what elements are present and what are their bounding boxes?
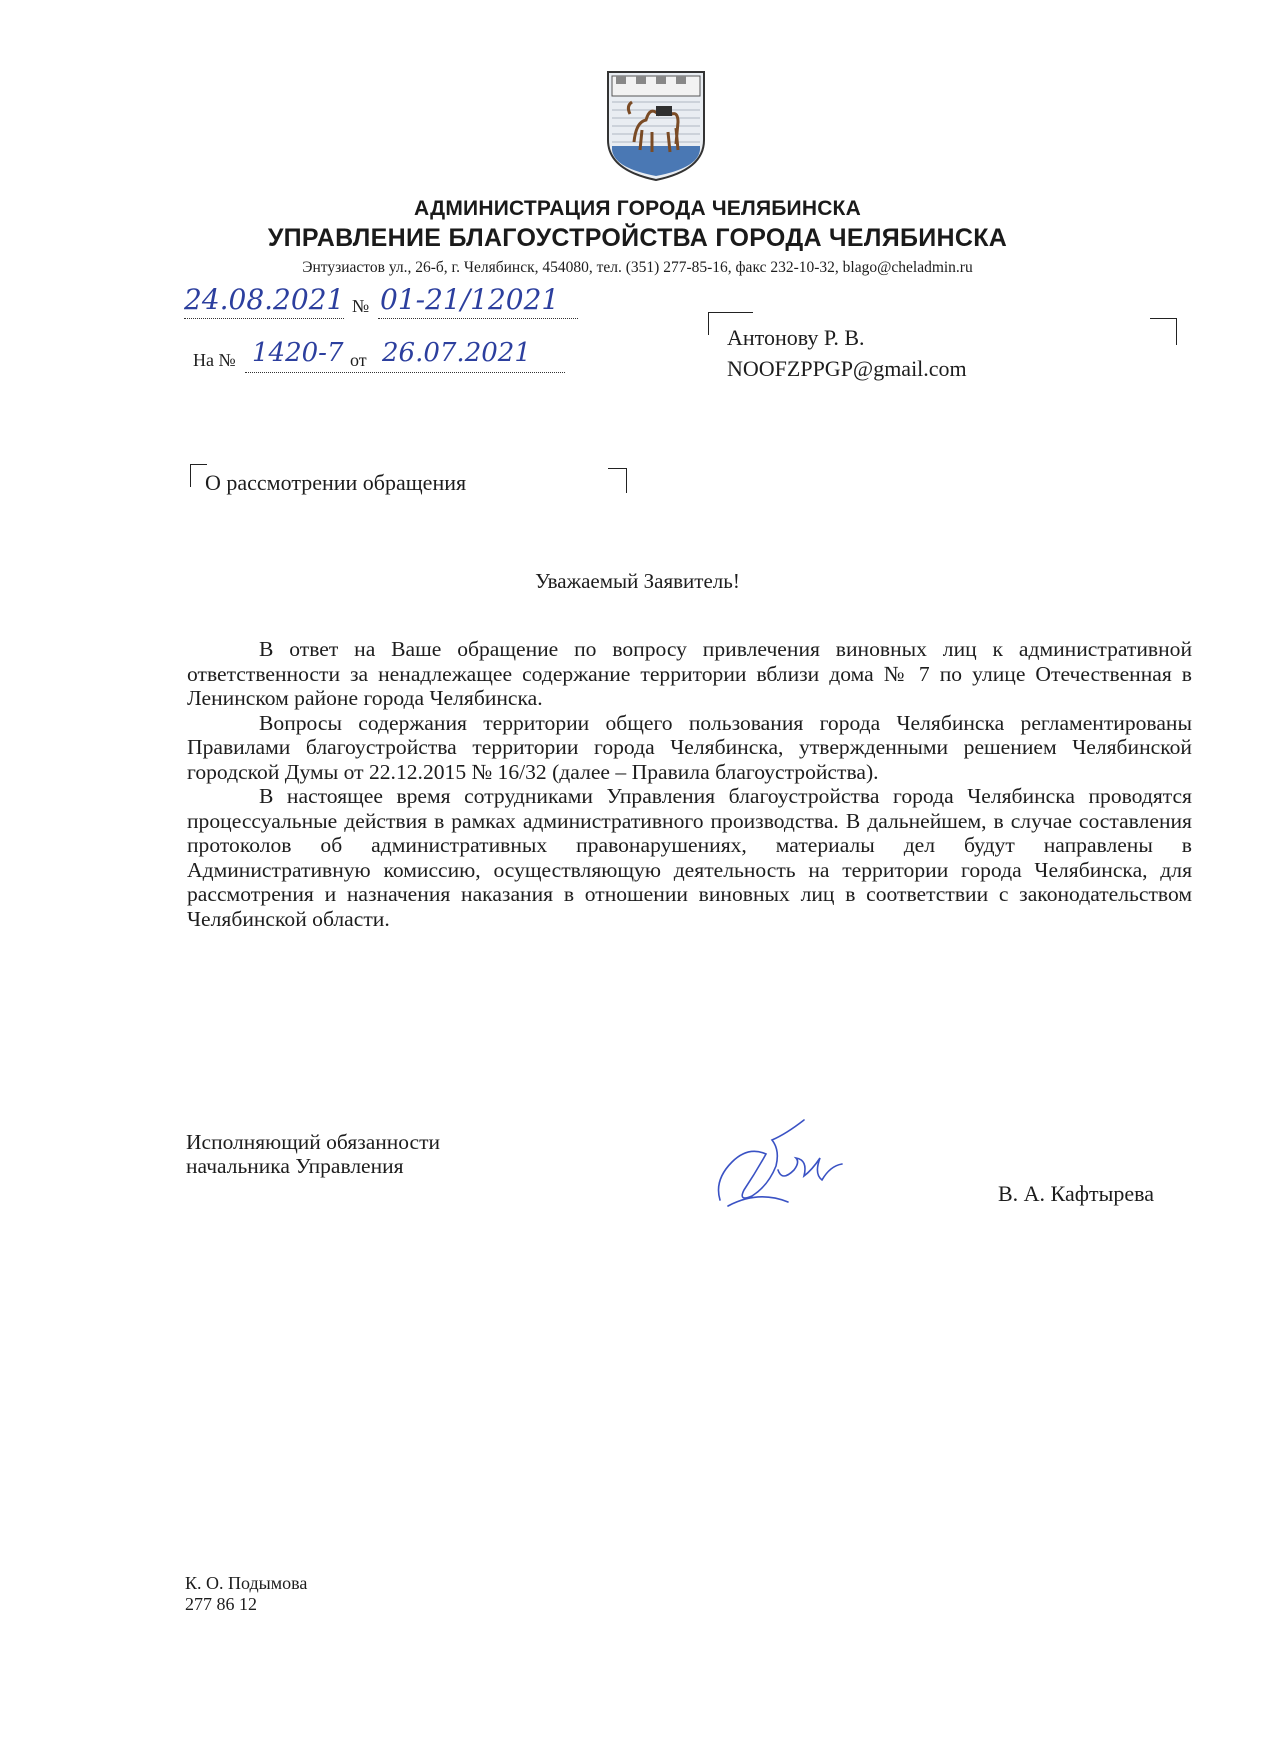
signatory-title: [186, 1130, 440, 1178]
letter-body: [187, 637, 1192, 931]
letter-subject: О рассмотрении обращения: [205, 470, 467, 495]
signatory-title-line-1: Исполняющий обязанности: [186, 1130, 440, 1154]
recipient-corner-right: [1150, 318, 1177, 345]
department-name: УПРАВЛЕНИЕ БЛАГОУСТРОЙСТВА ГОРОДА ЧЕЛЯБИНСКА: [267, 224, 1008, 252]
body-paragraph-1: В ответ на Ваше обращение по вопросу привлечения виновных лиц к административной ответственности за ненадлежащее содержание территории вблизи дома № 7 по улице Отечественная в Ленинском районе города Челябинска.: [187, 637, 1192, 710]
outgoing-number: 01-21/12021: [380, 283, 560, 316]
outgoing-date: 24.08.2021: [184, 283, 345, 316]
body-paragraph-2: Вопросы содержания территории общего пользования города Челябинска регламентированы Правилами благоустройства территории города Челябинска, утвержденными решением Челябинской городской Думы от 22.12.2015 № 16/32 (далее – Правила благоустройства).: [187, 710, 1192, 784]
ref-date: 26.07.2021: [382, 338, 531, 368]
body-paragraph-3: В настоящее время сотрудниками Управления благоустройства города Челябинска проводятся процессуальные действия в рамках административного производства. В дальнейшем, в случае составления протоколов об административных правонарушениях, материалы дел будут направлены в Административную комиссию, осуществляющую деятельность на территории города Челябинска, для рассмотрения и назначения наказания в отношении виновных лиц в соответствии с законодательством Челябинской области.: [187, 784, 1192, 931]
recipient-name: Антонову Р. В.: [727, 325, 865, 350]
subject-corner-right: [608, 468, 627, 493]
signatory-name: В. А. Кафтырева: [998, 1181, 1154, 1206]
ref-underline: [245, 372, 565, 373]
ref-number-label: На №: [193, 350, 236, 370]
handwritten-signature-icon: [708, 1110, 858, 1220]
outgoing-date-underline: [184, 318, 344, 319]
recipient-block: [727, 322, 967, 384]
ref-date-label: от: [350, 350, 367, 370]
executor-phone: 277 86 12: [185, 1594, 257, 1614]
executor-block: [185, 1573, 307, 1615]
recipient-email: NOOFZPPGP@gmail.com: [727, 356, 967, 381]
department-address: Энтузиастов ул., 26-б, г. Челябинск, 454080, тел. (351) 277-85-16, факс 232-10-32, blago@cheladmin.ru: [302, 259, 973, 276]
executor-name: К. О. Подымова: [185, 1573, 308, 1593]
greeting: Уважаемый Заявитель!: [535, 569, 740, 593]
coat-of-arms-icon: [606, 70, 706, 182]
ref-number: 1420-7: [252, 338, 344, 368]
outgoing-number-underline: [378, 318, 578, 319]
number-label: №: [352, 296, 370, 316]
signatory-title-line-2: начальника Управления: [186, 1154, 404, 1178]
organization-name: АДМИНИСТРАЦИЯ ГОРОДА ЧЕЛЯБИНСКА: [414, 197, 861, 220]
